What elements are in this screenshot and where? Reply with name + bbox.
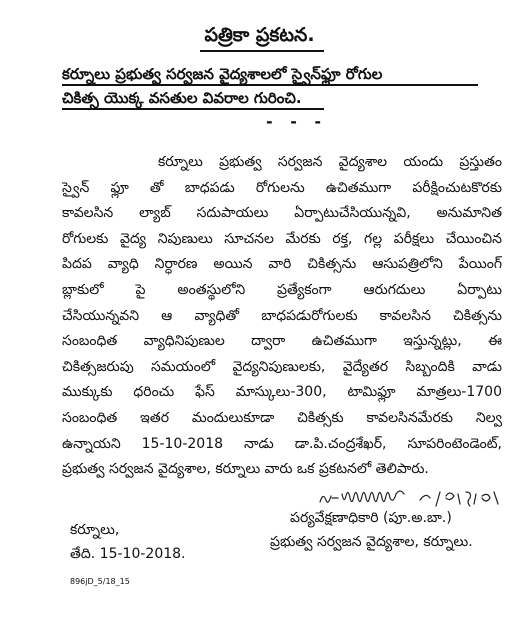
body-text	[62, 150, 502, 483]
signatory-office: ప్రభుత్వ సర్వజన వైద్యశాల, కర్నూలు.	[270, 534, 473, 550]
body-line: ఉన్నాయని 15-10-2018 నాడు డా.పి.చంద్రశేఖర్, సూపరింటెండెంట్,	[62, 435, 502, 452]
reference-number: 896jD_5/18_15	[70, 577, 130, 586]
title-underline	[200, 50, 324, 52]
subject-block	[62, 62, 482, 110]
body-line: చికిత్సజరుపు సమయంలో వైద్యనిపుణులకు, వైద్యేతర సిబ్బందికి వాడు	[62, 358, 502, 375]
body-line: రోగులకు వైద్య నిపుణులు సూచనల మేరకు రక్త, గల్ల పరీక్షలు చేయించిన	[62, 230, 502, 247]
body-line: కావలసిన ల్యాబ్ సదుపాయలు ఏర్పాటుచేసియున్నవి, అనుమానిత	[62, 205, 502, 222]
handwritten-signature	[318, 488, 508, 508]
subject-underline-1	[62, 84, 478, 86]
place: కర్నూలు,	[70, 522, 120, 538]
body-line: ముక్కుకు ధరించు ఫేస్ మాస్కులు-300, టామిఫ్లూ మాత్రలు-1700	[62, 384, 502, 401]
page-title: పత్రికా ప్రకటన.	[204, 24, 315, 46]
body-line: చేసియున్నవని ఆ వ్యాధితో బాధపడురోగులకు కావలసిన చికిత్సను	[62, 307, 502, 324]
subject-underline-2	[62, 108, 324, 110]
body-line: స్వైన్ ఫ్లూ తో బాధపడు రోగులను ఉచితముగా పరీక్షించుటకొరకు	[62, 179, 502, 196]
signatory-designation: పర్యవేక్షణాధికారి (పూ.అ.బా.)	[290, 510, 452, 526]
body-line: సంబంధిత ఇతర మందులుకూడా చికిత్సకు కావలసినమేరకు నిల్వ	[62, 409, 502, 426]
separator: - - -	[266, 112, 328, 131]
body-line: కర్నూలు ప్రభుత్వ సర్వజన వైద్యశాల యందు ప్రస్తుతం	[158, 154, 502, 170]
body-line: ప్రభుత్వ సర్వజన వైద్యశాల, కర్నూలు వారు ఒక ప్రకటనలో తెలిపారు.	[62, 461, 429, 478]
issue-date: తేది. 15-10-2018.	[70, 546, 186, 562]
subject-line-2: చికిత్స యొక్క వసతుల వివరాల గురించి.	[62, 89, 302, 107]
subject-line-1: కర్నూలు ప్రభుత్వ సర్వజన వైద్యశాలలో స్వైన్‌ఫ్లూ రోగుల	[62, 65, 383, 83]
body-line: పిదప వ్యాధి నిర్ధారణ అయిన వారి చికిత్సను ఆసుపత్రిలోని పేయింగ్	[62, 256, 502, 273]
body-line: బ్లాకులో పై అంతస్థులోని ప్రత్యేకంగా ఆరుగదులు ఏర్పాటు	[62, 281, 502, 298]
body-line: సంబంధిత వ్యాధినిపుణుల ద్వారా ఉచితముగా ఇస్తున్నట్లు, ఈ	[62, 333, 502, 350]
